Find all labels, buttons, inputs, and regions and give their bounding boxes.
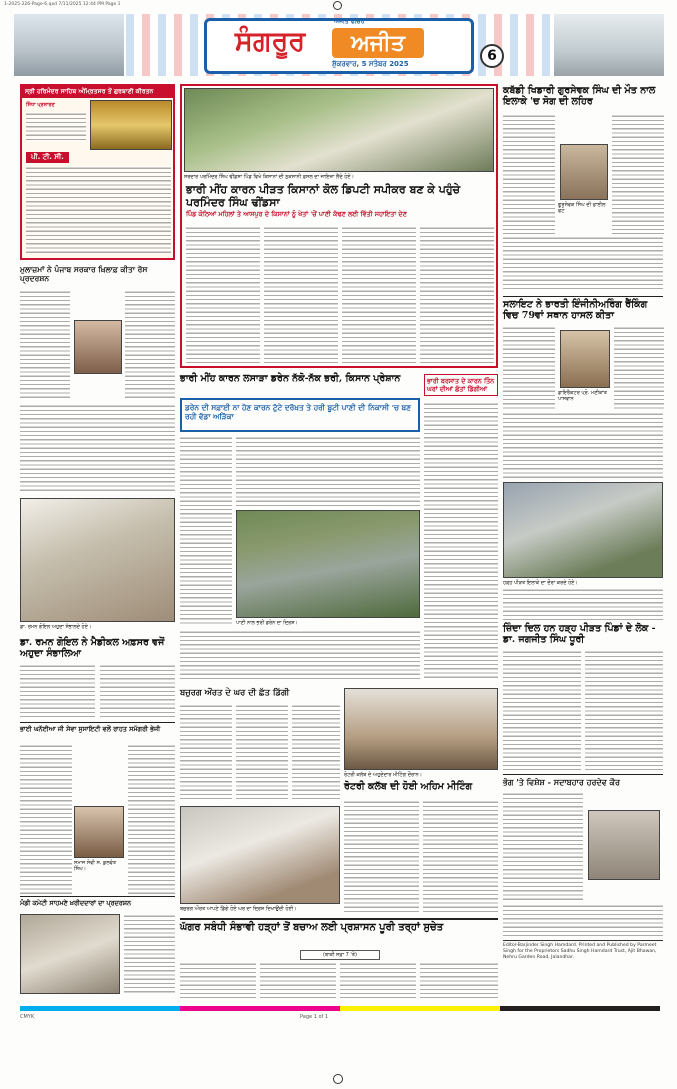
left-brief-photo — [74, 806, 124, 858]
left-story-bottom — [20, 404, 175, 494]
flood-col2 — [236, 436, 420, 506]
masthead — [14, 14, 664, 76]
kabaddi-text-col3 — [612, 114, 664, 234]
ghaggar-col1 — [180, 962, 256, 998]
ghaggar-col2 — [260, 962, 336, 998]
drain-caption: ਪਾਣੀ ਨਾਲ ਭਰੀ ਡਰੇਨ ਦਾ ਦ੍ਰਿਸ਼। — [236, 620, 298, 626]
ad-box — [20, 84, 175, 260]
house-caption: ਬਜ਼ੁਰਗ ਔਰਤ ਆਪਣੇ ਡਿੱਗੇ ਹੋਏ ਘਰ ਦਾ ਦ੍ਰਿਸ਼ ਦਿਖਾਉਂਦੀ ਹੋਈ। — [180, 906, 297, 912]
bottom-left-text — [124, 914, 175, 994]
doctor-photo — [20, 498, 175, 622]
golden-temple-photo — [90, 100, 172, 150]
ghaggar-col3 — [340, 962, 416, 998]
continued-note: (ਬਾਕੀ ਸਫ਼ਾ 7 'ਤੇ) — [300, 950, 380, 960]
kabaddi-player-photo — [560, 144, 608, 200]
slait-headline: ਸਲਾਇਟ ਨੇ ਭਾਰਤੀ ਇੰਜੀਨੀਅਰਿੰਗ ਰੈਂਕਿੰਗ ਵਿਚ 79ਵਾਂ ਸਥਾਨ ਹਾਸਲ ਕੀਤਾ — [503, 299, 648, 321]
slait-text-col3 — [614, 326, 664, 410]
left-brief-caption: ਸਮਾਜ ਸੇਵੀ ਸ. ਕੁਲਵੰਤ ਸਿੰਘ। — [74, 860, 117, 872]
registration-mark-icon — [333, 1074, 343, 1084]
house-headline: ਬਜ਼ੁਰਗ ਔਰਤ ਦੇ ਘਰ ਦੀ ਛੱਤ ਡਿੱਗੀ — [180, 687, 290, 697]
bottom-left-headline: ਮੰਡੀ ਕਮੇਟੀ ਸਾਹਮਣੇ ਖ਼ਰੀਦਦਾਰਾਂ ਦਾ ਪ੍ਰਦਰਸ਼ਨ — [20, 899, 131, 907]
left-story-col1 — [20, 290, 70, 400]
ad-tag: ਸਿੱਧਾ ਪ੍ਰਸਾਰਣ — [26, 102, 55, 108]
house-col2 — [236, 704, 288, 802]
doctor-headline: ਡਾ. ਰਮਨ ਗੋਇਲ ਨੇ ਮੈਡੀਕਲ ਅਫ਼ਸਰ ਵਜੋਂ ਅਹੁਦਾ ਸੰਭਾਲਿਆ — [20, 637, 165, 659]
lead-subhead: ਪਿੰਡ ਕੋਠਿਆਂ ਮਹਿਲਾਂ ਤੇ ਆਸਪੁਰ ਦੇ ਕਿਸਾਨਾਂ ਨੂੰ ਖੇਤਾਂ 'ਚੋਂ ਪਾਣੀ ਕੱਢਣ ਲਈ ਵਿੱਤੀ ਸਹਾਇਤਾ ਦੇਣ — [186, 210, 407, 218]
flood-visit-caption: ਹੜ੍ਹ ਪੀੜਤ ਇਲਾਕੇ ਦਾ ਦੌਰਾ ਕਰਦੇ ਹੋਏ। — [503, 580, 578, 586]
ad-channel-label: ਪੀ. ਟੀ. ਸੀ. — [26, 152, 69, 163]
date-line: ਸ਼ੁੱਕਰਵਾਰ, 5 ਸਤੰਬਰ 2025 — [332, 60, 409, 68]
flood-visit-photo — [503, 482, 663, 578]
divider — [20, 722, 175, 723]
lead-column-2 — [264, 226, 338, 364]
flood-visit-col1 — [503, 650, 581, 770]
left-brief-col3 — [128, 744, 175, 894]
obit-text-bottom — [503, 904, 663, 936]
side-brief-text — [424, 402, 498, 680]
brand-logo: ਅਜੀਤ — [332, 28, 424, 58]
ad-schedule-text — [26, 166, 171, 254]
doctor-caption: ਡਾ. ਰਮਨ ਗੋਇਲ ਅਹੁਦਾ ਸੰਭਾਲਦੇ ਹੋਏ। — [20, 624, 92, 630]
house-col3 — [292, 704, 340, 802]
lead-photo — [184, 88, 494, 172]
obit-text — [503, 792, 583, 902]
divider — [20, 896, 175, 897]
lead-column-1 — [186, 226, 260, 364]
footer-strip: CMYK — [20, 1014, 35, 1020]
ghaggar-col4 — [420, 962, 498, 998]
drain-photo — [236, 510, 420, 618]
rotary-photo — [344, 688, 498, 770]
print-slug: 1-2025-226-Page-6.qxd 7/11/2025 12:44 PM Page 1 — [4, 2, 121, 7]
flood-subhead-box — [180, 398, 420, 432]
doctor-col1 — [20, 664, 95, 720]
rotary-col2 — [423, 800, 498, 914]
footer-page-label: Page 1 of 1 — [300, 1014, 329, 1020]
left-story-col3 — [125, 290, 175, 400]
left-brief-col1 — [20, 744, 72, 894]
ad-text — [26, 112, 86, 142]
rotary-caption: ਰੋਟਰੀ ਕਲੱਬ ਦੇ ਅਹੁਦੇਦਾਰ ਮੀਟਿੰਗ ਦੌਰਾਨ। — [344, 772, 423, 778]
divider — [503, 296, 663, 297]
sub-label: ਅਜੀਤ ਫੀਚਰ — [334, 18, 365, 25]
page-number: 6 — [480, 44, 504, 68]
kabaddi-text-bottom — [503, 236, 663, 292]
temple-photo-right — [554, 14, 664, 76]
imprint: Editor-Barjinder Singh Hamdard. Printed and Published by Parmeet Singh for the Proprietors Sadhu Singh Hamdard Trust, Ajit Bhawan, Nehru Garden Road, Jalandhar. — [503, 940, 663, 998]
lead-column-3 — [342, 226, 416, 364]
doctor-col2 — [100, 664, 175, 720]
left-story-headline: ਮੁਲਾਜ਼ਮਾਂ ਨੇ ਪੰਜਾਬ ਸਰਕਾਰ ਖ਼ਿਲਾਫ਼ ਕੀਤਾ ਰੋਸ ਪ੍ਰਦਰਸ਼ਨ — [20, 265, 148, 283]
temple-photo-left — [14, 14, 124, 76]
obit-photo — [588, 810, 660, 880]
divider — [503, 774, 663, 775]
divider — [180, 918, 498, 920]
lead-caption: ਸਰਦਾਰ ਪਰਮਿੰਦਰ ਸਿੰਘ ਢੀਂਡਸਾ ਪਿੰਡ ਵਿਖੇ ਕਿਸਾਨਾਂ ਦੀ ਨੁਕਸਾਨੀ ਫ਼ਸਲ ਦਾ ਜਾਇਜ਼ਾ ਲੈਂਦੇ ਹੋਏ। — [184, 174, 354, 180]
slait-text-col1 — [503, 326, 555, 410]
flood-bottom — [180, 630, 420, 680]
rotary-col1 — [344, 800, 419, 914]
kabaddi-headline: ਕਬੱਡੀ ਖਿਡਾਰੀ ਗੁਰਸੇਵਕ ਸਿੰਘ ਦੀ ਮੌਤ ਨਾਲ ਇਲਾਕੇ 'ਚ ਸੋਗ ਦੀ ਲਹਿਰ — [503, 85, 656, 107]
color-bar — [20, 1006, 660, 1011]
slait-text-bottom — [503, 412, 663, 478]
lead-column-4 — [420, 226, 494, 364]
flood-headline: ਭਾਰੀ ਮੀਂਹ ਕਾਰਨ ਲਸਾੜਾ ਡਰੇਨ ਨੱਕੋ-ਨੱਕ ਭਰੀ, ਕਿਸਾਨ ਪ੍ਰੇਸ਼ਾਨ — [180, 373, 401, 384]
ghaggar-headline: ਘੱਗਰ ਸਬੰਧੀ ਸੰਭਾਵੀ ਹੜ੍ਹਾਂ ਤੋਂ ਬਚਾਅ ਲਈ ਪ੍ਰਸ਼ਾਸਨ ਪੂਰੀ ਤਰ੍ਹਾਂ ਸੁਚੇਤ — [180, 922, 444, 933]
ad-title: ਸ੍ਰੀ ਹਰਿਮੰਦਰ ਸਾਹਿਬ ਅੰਮ੍ਰਿਤਸਰ ਤੋਂ ਗੁਰਬਾਣੀ ਕੀਰਤਨ — [22, 86, 173, 98]
side-brief-headline: ਭਾਰੀ ਬਰਸਾਤ ਦੇ ਕਾਰਨ ਤਿੰਨ ਘਰਾਂ ਦੀਆਂ ਛੱਤਾਂ ਡਿੱਗੀਆਂ — [424, 374, 498, 396]
left-story-photo — [74, 320, 122, 374]
obit-headline: ਭੋਗ 'ਤੇ ਵਿਸ਼ੇਸ਼ - ਸਦਾਬਹਾਰ ਹਰਦੇਵ ਕੌਰ — [503, 777, 620, 787]
rotary-headline: ਰੋਟਰੀ ਕਲੱਬ ਦੀ ਹੋਈ ਅਹਿਮ ਮੀਟਿੰਗ — [344, 781, 473, 792]
lead-story-box — [180, 84, 498, 368]
left-brief-headline: ਭਾਈ ਘਨੱਈਆ ਜੀ ਸੇਵਾ ਸੁਸਾਇਟੀ ਵਲੋਂ ਰਾਹਤ ਸਮੱਗਰੀ ਭੇਜੀ — [20, 725, 161, 733]
director-caption: ਡਾਇਰੈਕਟਰ ਪ੍ਰੋ. ਮਣੀਕਾਂਤ ਪਾਸਵਾਨ — [558, 390, 608, 402]
flood-visit-caption-text — [503, 588, 663, 620]
bottom-left-photo — [20, 914, 120, 994]
house-col1 — [180, 704, 232, 802]
kabaddi-text-col1 — [503, 114, 555, 234]
house-photo — [180, 806, 340, 904]
flood-subhead: ਡਰੇਨ ਦੀ ਸਫ਼ਾਈ ਨਾ ਹੋਣ ਕਾਰਨ ਟੁੱਟੇ ਦਰੱਖ਼ਤ ਤੇ ਹਰੀ ਬੂਟੀ ਪਾਣੀ ਦੀ ਨਿਕਾਸੀ 'ਚ ਬਣ ਰਹੀ ਵੱਡਾ ਅੜਿੱਕਾ — [185, 403, 411, 421]
edition-title: ਸੰਗਰੂਰ — [234, 26, 306, 57]
kabaddi-caption: ਗੁਰਸੇਵਕ ਸਿੰਘ ਦੀ ਫ਼ਾਈਲ ਫੋਟੋ — [558, 202, 606, 214]
flood-visit-headline: ਜ਼ਿੰਦਾ ਦਿਲ ਹਨ ਹੜ੍ਹ ਪੀੜਤ ਪਿੰਡਾਂ ਦੇ ਲੋਕ - ਡਾ. ਜਗਜੀਤ ਸਿੰਘ ਧੂਰੀ — [503, 623, 656, 645]
flood-visit-col2 — [585, 650, 663, 770]
flood-col1 — [180, 436, 232, 626]
registration-mark-icon — [333, 1, 342, 10]
director-photo — [560, 330, 610, 388]
lead-headline: ਭਾਰੀ ਮੀਂਹ ਕਾਰਨ ਪੀੜਤ ਕਿਸਾਨਾਂ ਕੋਲ ਡਿਪਟੀ ਸਪੀਕਰ ਬਣ ਕੇ ਪਹੁੰਚੇ ਪਰਮਿੰਦਰ ਸਿੰਘ ਢੀਂਡਸਾ — [186, 183, 461, 209]
